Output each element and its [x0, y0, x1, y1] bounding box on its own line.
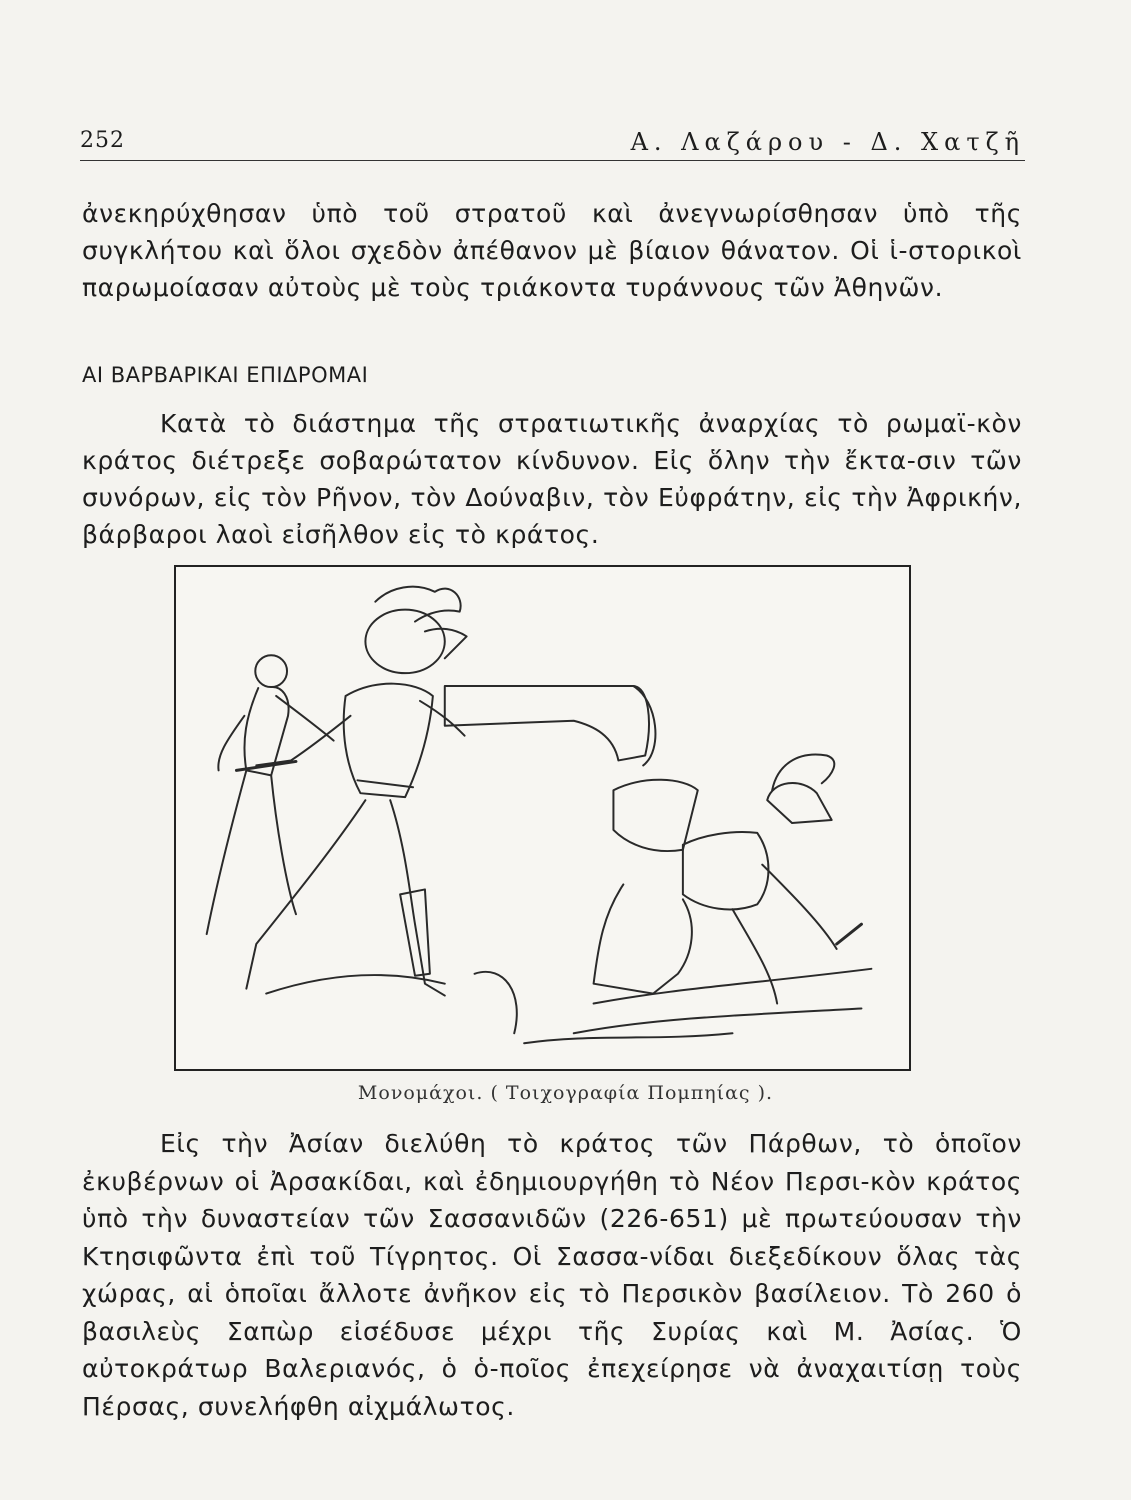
ground-stroke [475, 972, 517, 1033]
ground-stroke [574, 1008, 862, 1033]
curved-shield [445, 686, 649, 760]
left-figure-head [255, 655, 287, 687]
central-arm-shield [420, 701, 465, 736]
ground-stroke [594, 969, 872, 1004]
right-torso [683, 832, 769, 909]
central-helmet [365, 610, 444, 673]
page-header [80, 128, 1025, 160]
paragraph-1: ἀνεκηρύχθησαν ὑπὸ τοῦ στρατοῦ καὶ ἀνεγνωρίσθησαν ὑπὸ τῆς συγκλήτου καὶ ὅλοι σχεδὸν ἀπέθανον μὲ βίαιον θάνατον. Οἱ ἱ-στορικοὶ παρωμοίασαν αὐτοὺς μὲ τοὺς τριάκοντα τυράννους τῶν Ἀθηνῶν. [82, 199, 1022, 302]
right-dagger [837, 924, 862, 944]
central-leg-back [246, 800, 365, 988]
paragraph-3: Εἰς τὴν Ἀσίαν διελύθη τὸ κράτος τῶν Πάρθων, τὸ ὁποῖον ἐκυβέρνων οἱ Ἀρσακίδαι, καὶ ἐδημιουργήθη τὸ Νέον Περσι-κὸν κράτος ὑπὸ τὴν δυναστείαν τῶν Σασσανιδῶν (226-651) μὲ πρωτεύουσαν τὴν Κτησιφῶντα ἐπὶ τοῦ Τίγρητος. Οἱ Σασσα-νίδαι διεξεδίκουν ὅλας τὰς χώρας, αἱ ὁποῖαι ἄλλοτε ἀνῆκον εἰς τὸ Περσικὸν βασίλειον. Τὸ 260 ὁ βασιλεὺς Σαπὼρ εἰσέδυσε μέχρι τῆς Συρίας καὶ Μ. Ἀσίας. Ὁ αὐτοκράτωρ Βαλεριανός, ὁ ὁ-ποῖος ἐπεχείρησε νὰ ἀναχαιτίσῃ τοὺς Πέρσας, συνελήφθη αἰχμάλωτος. [82, 1129, 1022, 1421]
ground-stroke [524, 1033, 732, 1043]
header-rule [80, 160, 1025, 161]
right-shield [613, 780, 697, 851]
ground-stroke [266, 975, 445, 994]
central-leg-front [390, 800, 445, 995]
central-boot [400, 889, 430, 975]
gladiators-drawing [176, 567, 909, 1069]
figure-caption: Μονομάχοι. ( Τοιχογραφία Πομπηίας ). [357, 1082, 774, 1104]
section-heading: ΑΙ ΒΑΡΒΑΡΙΚΑΙ ΕΠΙΔΡΟΜΑΙ [82, 363, 369, 387]
right-arm [762, 865, 836, 949]
right-leg-kneel [594, 884, 692, 993]
gladiators-illustration [174, 565, 911, 1071]
running-head-authors: Α. Λαζάρου - Δ. Χατζῆ [630, 128, 1025, 156]
left-figure-arm-lower [218, 716, 244, 771]
helmet-visor [425, 629, 467, 658]
central-arm-sword [256, 716, 350, 766]
left-figure-arm [276, 696, 334, 741]
paragraph-2: Κατὰ τὸ διάστημα τῆς στρατιωτικῆς ἀναρχίας τὸ ρωμαϊ-κὸν κράτος διέτρεξε σοβαρώτατον κίνδυνον. Εἰς ὅλην τὴν ἔκτα-σιν τῶν συνόρων, εἰς τὸν Ρῆνον, τὸν Δούναβιν, τὸν Εὐφράτην, εἰς τὴν Ἀφρικήν, βάρβαροι λαοὶ εἰσῆλθον εἰς τὸ κράτος. [82, 409, 1022, 549]
right-helmet [767, 783, 831, 823]
page-number: 252 [80, 128, 125, 153]
right-leg-back [732, 909, 777, 1003]
shield-rim [633, 686, 655, 765]
helmet-crest [375, 587, 460, 622]
central-belt [357, 780, 413, 787]
